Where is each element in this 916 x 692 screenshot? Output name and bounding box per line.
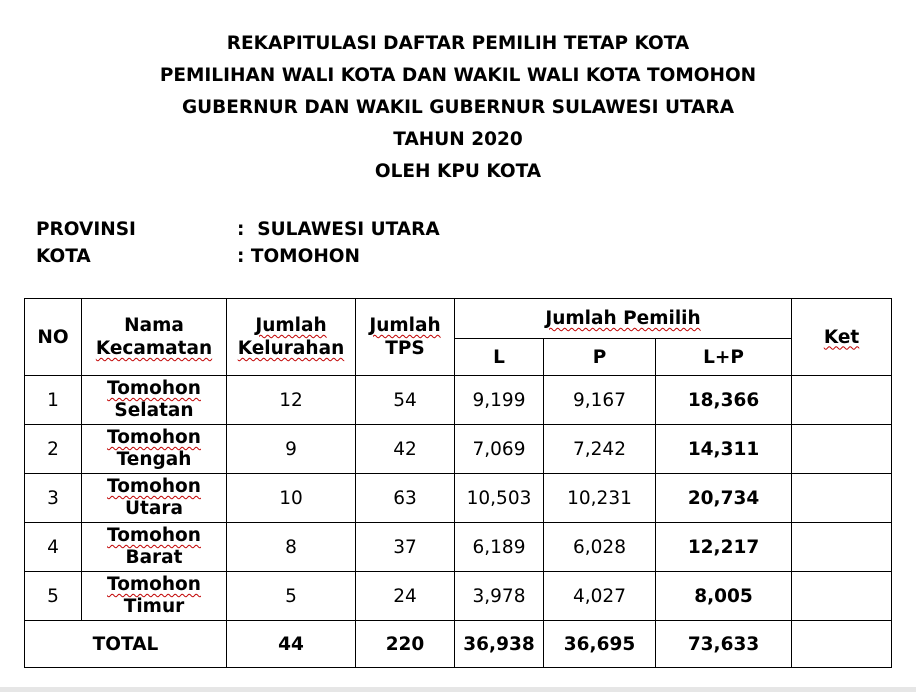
cell-kecamatan <box>82 376 227 425</box>
cell-lp: 18,366 <box>656 376 792 425</box>
total-p: 36,695 <box>544 621 656 668</box>
table-row <box>25 572 892 621</box>
title-line-3: GUBERNUR DAN WAKIL GUBERNUR SULAWESI UTARA <box>181 97 735 118</box>
cell-no: 5 <box>25 572 82 621</box>
header-l: L <box>455 339 544 376</box>
cell-ket <box>792 572 892 621</box>
cell-l: 9,199 <box>455 376 544 425</box>
cell-lp: 20,734 <box>656 474 792 523</box>
cell-tps: 63 <box>356 474 455 523</box>
title-line-4: TAHUN 2020 <box>393 129 523 150</box>
total-lp: 73,633 <box>656 621 792 668</box>
cell-kecamatan <box>82 523 227 572</box>
provinsi-value: : SULAWESI UTARA <box>237 219 440 240</box>
table-row <box>25 425 892 474</box>
cell-tps: 24 <box>356 572 455 621</box>
header-jumlah-kelurahan <box>227 299 356 376</box>
cell-ket <box>792 474 892 523</box>
cell-lp: 14,311 <box>656 425 792 474</box>
cell-kelurahan: 8 <box>227 523 356 572</box>
header-nama-line-2: Kecamatan <box>95 338 213 359</box>
cell-kelurahan: 5 <box>227 572 356 621</box>
cell-kecamatan <box>82 572 227 621</box>
header-no: NO <box>25 299 82 376</box>
cell-no: 1 <box>25 376 82 425</box>
cell-p: 4,027 <box>544 572 656 621</box>
header-jumlah-tps <box>356 299 455 376</box>
kecamatan-line-1: Tomohon <box>107 574 201 595</box>
kecamatan-line-1: Tomohon <box>107 378 201 399</box>
kota-value: : TOMOHON <box>237 246 361 267</box>
cell-ket <box>792 425 892 474</box>
cell-kelurahan: 12 <box>227 376 356 425</box>
cell-p: 9,167 <box>544 376 656 425</box>
kecamatan-line-1: Tomohon <box>107 525 201 546</box>
header-ket <box>792 299 892 376</box>
header-kel-line-1: Jumlah <box>255 315 327 336</box>
total-tps: 220 <box>356 621 455 668</box>
header-row-1 <box>25 299 892 339</box>
total-label: TOTAL <box>25 621 227 668</box>
header-kel-line-2: Kelurahan <box>237 338 345 359</box>
cell-kelurahan: 10 <box>227 474 356 523</box>
cell-no: 2 <box>25 425 82 474</box>
cell-ket <box>792 523 892 572</box>
cell-p: 10,231 <box>544 474 656 523</box>
title-line-5: OLEH KPU KOTA <box>374 161 542 182</box>
total-kelurahan: 44 <box>227 621 356 668</box>
document-title-block <box>0 28 916 188</box>
kota-label: KOTA <box>36 246 91 267</box>
table-row <box>25 523 892 572</box>
cell-p: 6,028 <box>544 523 656 572</box>
cell-kecamatan <box>82 425 227 474</box>
header-tps-line-1: Jumlah <box>369 315 441 336</box>
cell-kelurahan: 9 <box>227 425 356 474</box>
header-lp: L+P <box>656 339 792 376</box>
kecamatan-line-1: Tomohon <box>107 476 201 497</box>
cell-lp: 12,217 <box>656 523 792 572</box>
cell-l: 7,069 <box>455 425 544 474</box>
title-line-2: PEMILIHAN WALI KOTA DAN WAKIL WALI KOTA TOMOHON <box>159 65 757 86</box>
kecamatan-line-2: Selatan <box>114 400 194 421</box>
total-l: 36,938 <box>455 621 544 668</box>
header-ket-text: Ket <box>823 326 860 348</box>
cell-tps: 37 <box>356 523 455 572</box>
header-nama-line-1: Nama <box>124 315 184 336</box>
header-p: P <box>544 339 656 376</box>
cell-tps: 42 <box>356 425 455 474</box>
kecamatan-line-1: Tomohon <box>107 427 201 448</box>
kecamatan-line-2: Timur <box>123 596 185 617</box>
bottom-divider <box>0 687 916 692</box>
table-row <box>25 376 892 425</box>
cell-lp: 8,005 <box>656 572 792 621</box>
header-jumlah-pemilih <box>455 299 792 339</box>
header-nama-kecamatan <box>82 299 227 376</box>
cell-p: 7,242 <box>544 425 656 474</box>
total-row <box>25 621 892 668</box>
table-row <box>25 474 892 523</box>
cell-l: 10,503 <box>455 474 544 523</box>
kecamatan-line-2: Tengah <box>116 449 192 470</box>
header-pemilih-text: Jumlah Pemilih <box>545 308 701 329</box>
cell-kecamatan <box>82 474 227 523</box>
cell-no: 4 <box>25 523 82 572</box>
kecamatan-line-2: Barat <box>125 547 183 568</box>
kecamatan-line-2: Utara <box>125 498 183 519</box>
cell-l: 6,189 <box>455 523 544 572</box>
total-ket <box>792 621 892 668</box>
title-line-1: REKAPITULASI DAFTAR PEMILIH TETAP KOTA <box>226 33 690 54</box>
cell-tps: 54 <box>356 376 455 425</box>
header-tps-line-2: TPS <box>385 338 425 359</box>
cell-l: 3,978 <box>455 572 544 621</box>
cell-no: 3 <box>25 474 82 523</box>
provinsi-label: PROVINSI <box>36 219 136 240</box>
voter-recap-table <box>24 298 892 668</box>
cell-ket <box>792 376 892 425</box>
